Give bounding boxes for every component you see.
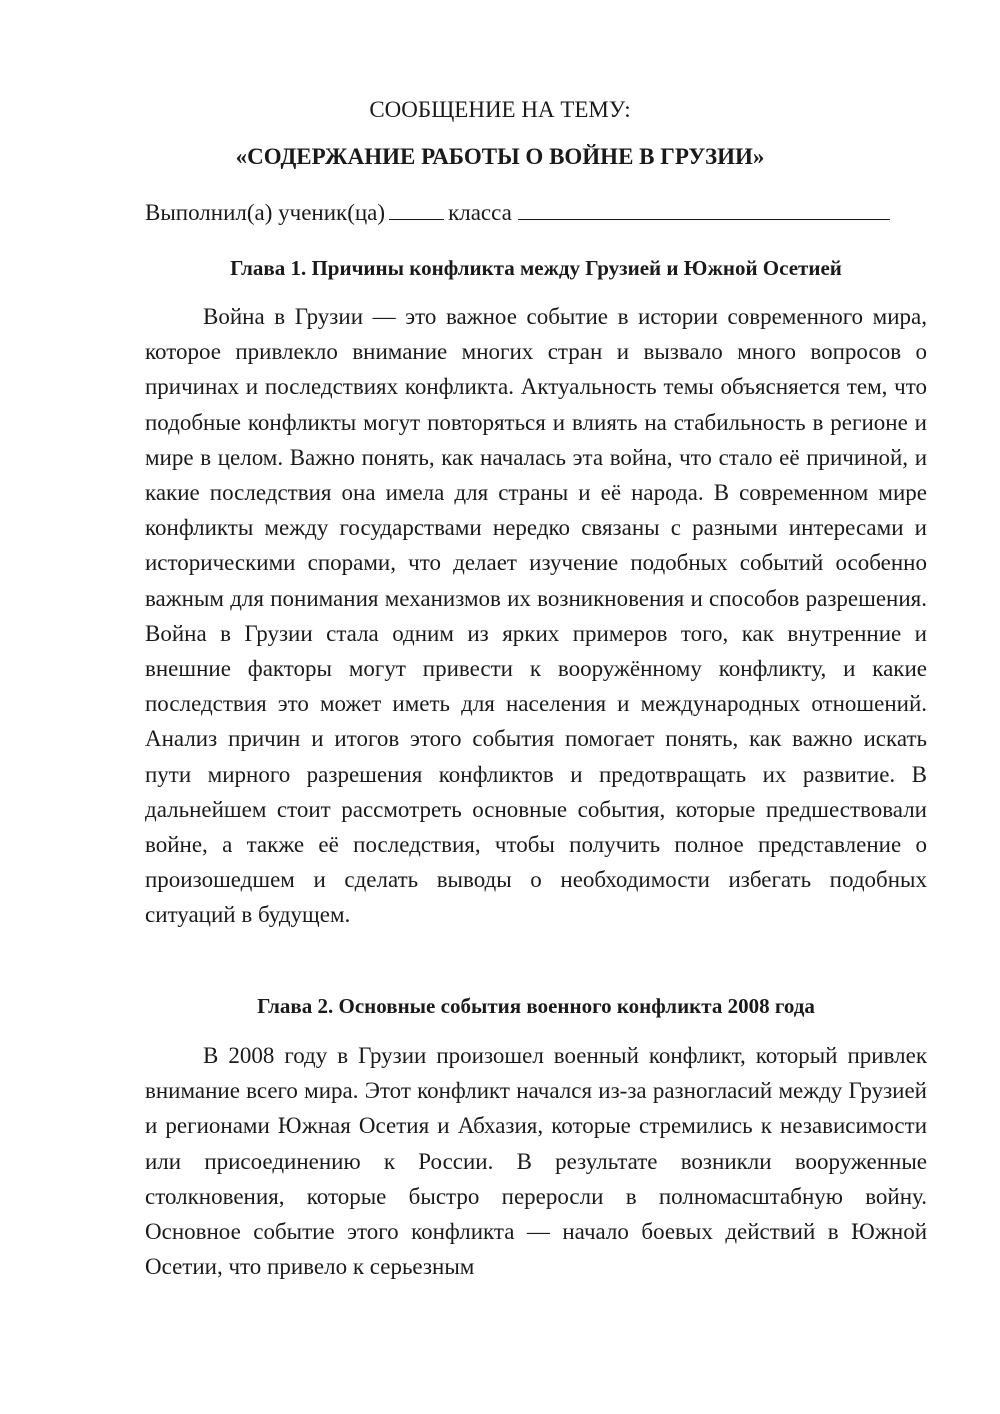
class-number-blank xyxy=(389,199,444,220)
document-heading-topic-label: СООБЩЕНИЕ НА ТЕМУ: xyxy=(369,97,631,122)
chapter-2-paragraph: В 2008 году в Грузии произошел военный конфликт, который привлек внимание всего мира. Этот конфликт начался из-за разногласий между Грузией и регионами Южная Осетия и Абхазия, которые стремились к независимости или присоединению к России. В результате возникли вооруженные столкновения, которые быстро переросли в полномасштабную войну. Основное событие этого конфликта — начало боевых действий в Южной Осетии, что привело к серьезным xyxy=(145,1043,927,1280)
author-line xyxy=(145,198,890,228)
author-class-word: класса xyxy=(448,200,512,225)
author-prefix: Выполнил(а) ученик(ца) xyxy=(145,200,386,225)
chapter-2-title: Глава 2. Основные события военного конфликта 2008 года xyxy=(257,994,815,1018)
student-name-blank xyxy=(518,199,890,220)
chapter-1-title: Глава 1. Причины конфликта между Грузией и Южной Осетией xyxy=(230,256,842,280)
document-title: «СОДЕРЖАНИЕ РАБОТЫ О ВОЙНЕ В ГРУЗИИ» xyxy=(235,144,765,169)
chapter-1-paragraph: Война в Грузии — это важное событие в истории современного мира, которое привлекло внимание многих стран и вызвало много вопросов о причинах и последствиях конфликта. Актуальность темы объясняется тем, что подобные конфликты могут повторяться и влиять на стабильность в регионе и мире в целом. Важно понять, как началась эта война, что стало её причиной, и какие последствия она имела для страны и её народа. В современном мире конфликты между государствами нередко связаны с разными интересами и историческими спорами, что делает изучение подобных событий особенно важным для понимания механизмов их возникновения и способов разрешения. Война в Грузии стала одним из ярких примеров того, как внутренние и внешние факторы могут привести к вооружённому конфликту, и какие последствия это может иметь для населения и международных отношений. Анализ причин и итогов этого события помогает понять, как важно искать пути мирного разрешения конфликтов и предотвращать их развитие. В дальнейшем стоит рассмотреть основные события, которые предшествовали войне, а также её последствия, чтобы получить полное представление о произошедшем и сделать выводы о необходимости избегать подобных ситуаций в будущем. xyxy=(145,304,927,928)
